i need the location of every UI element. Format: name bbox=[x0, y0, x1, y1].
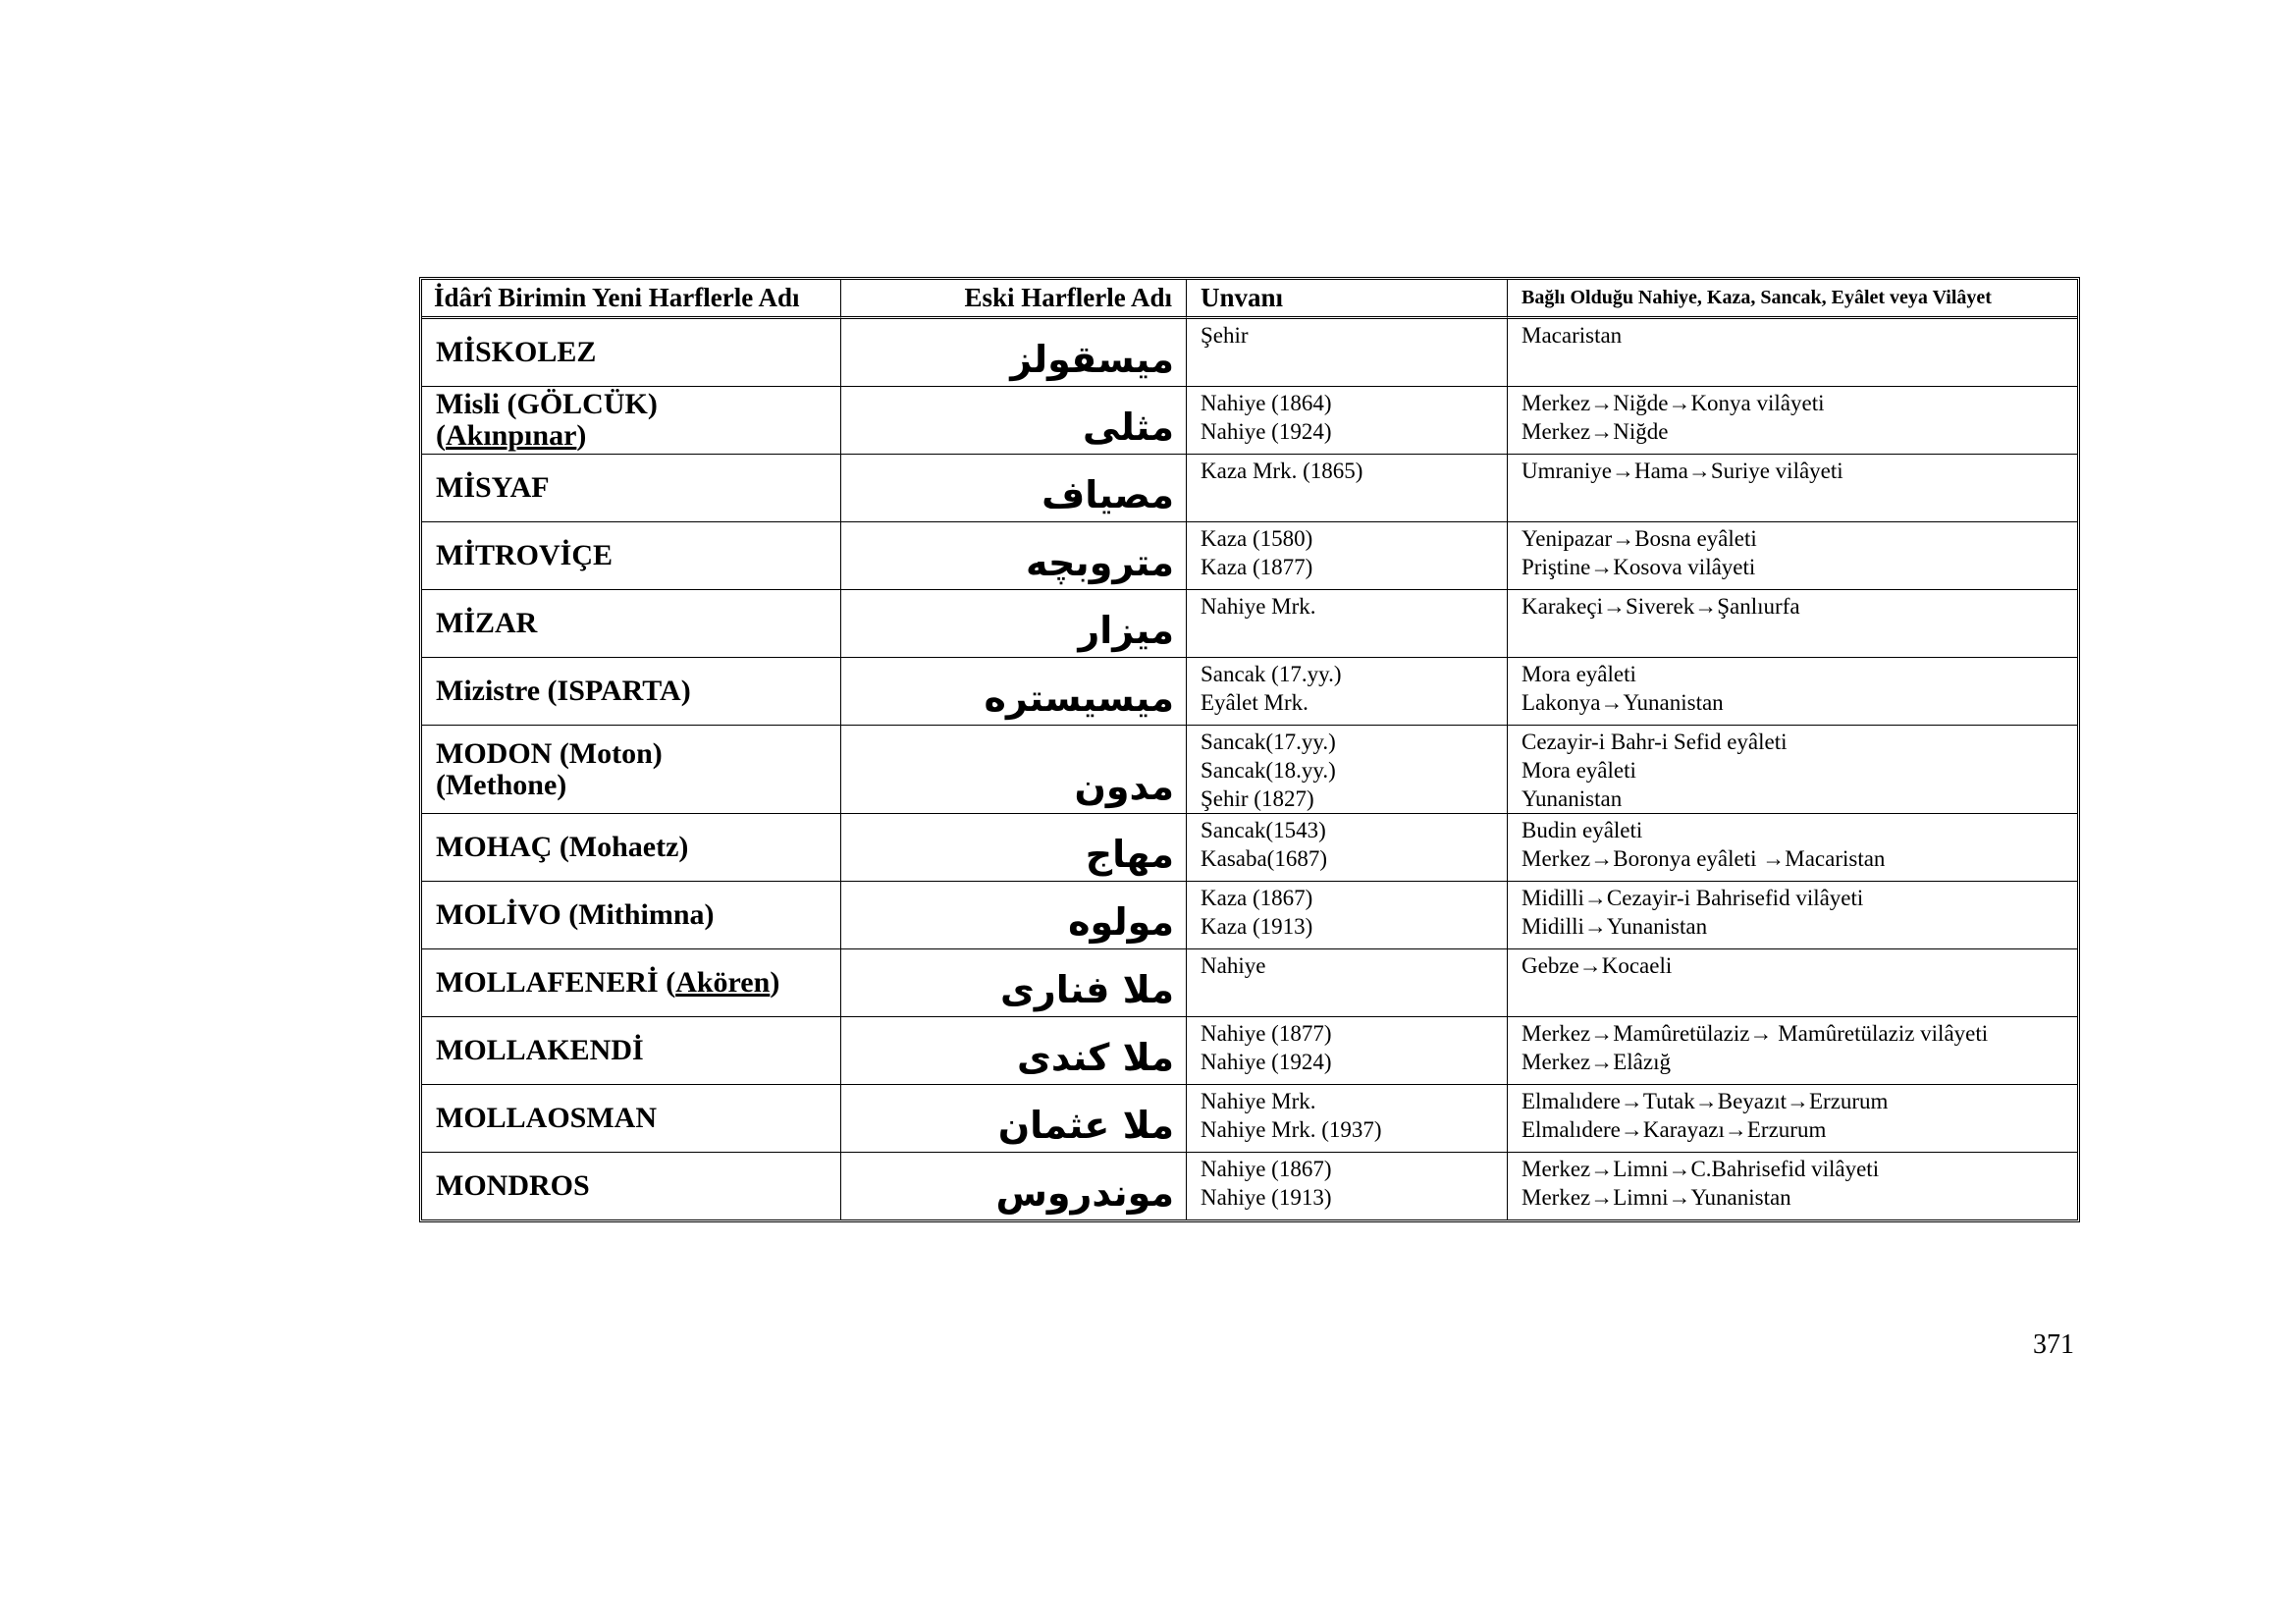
title-line: Şehir (1827) bbox=[1201, 786, 1314, 811]
table-row bbox=[422, 882, 2077, 949]
unit-name-note: (Akınpınar) bbox=[436, 419, 587, 452]
unit-name-cell bbox=[422, 1085, 841, 1153]
table-header-row bbox=[422, 280, 2077, 319]
table-row bbox=[422, 1085, 2077, 1153]
parent-line: Cezayir-i Bahr-i Sefid eyâleti bbox=[1522, 730, 1788, 754]
parent-line: Merkez→Mamûretülaziz→ Mamûretülaziz vilâyeti bbox=[1522, 1021, 1989, 1046]
old-name: ملا عثمان bbox=[997, 1104, 1174, 1147]
unit-name-cell bbox=[422, 814, 841, 882]
table-row bbox=[422, 658, 2077, 726]
unit-name-cell bbox=[422, 387, 841, 455]
parent-line: Lakonya→Yunanistan bbox=[1522, 690, 1724, 715]
parent-cell bbox=[1508, 882, 2077, 949]
unit-name-cell bbox=[422, 319, 841, 387]
parent-line: Yenipazar→Bosna eyâleti bbox=[1522, 526, 1757, 551]
unit-name: MOLLAOSMAN bbox=[436, 1102, 657, 1134]
parent-line: Midilli→Cezayir-i Bahrisefid vilâyeti bbox=[1522, 886, 1864, 910]
title-line: Şehir bbox=[1201, 323, 1249, 348]
parent-line: Mora eyâleti bbox=[1522, 758, 1636, 783]
old-name-cell bbox=[841, 1153, 1187, 1219]
old-name-cell bbox=[841, 1017, 1187, 1085]
title-line: Kasaba(1687) bbox=[1201, 846, 1328, 871]
header-new-name: İdârî Birimin Yeni Harflerle Adı bbox=[422, 280, 841, 319]
parent-line: Merkez→Niğde bbox=[1522, 419, 1669, 444]
unit-name-cell bbox=[422, 882, 841, 949]
old-name: میسیستره bbox=[984, 677, 1174, 720]
unit-name-cell bbox=[422, 949, 841, 1017]
parent-cell bbox=[1508, 814, 2077, 882]
parent-line: Macaristan bbox=[1522, 323, 1623, 348]
parent-line: Merkez→Limni→Yunanistan bbox=[1522, 1185, 1791, 1210]
parent-line: Mora eyâleti bbox=[1522, 662, 1636, 686]
title-cell bbox=[1187, 1153, 1508, 1219]
parent-cell bbox=[1508, 1153, 2077, 1219]
old-name-cell bbox=[841, 455, 1187, 522]
title-cell bbox=[1187, 814, 1508, 882]
table-row bbox=[422, 455, 2077, 522]
parent-line: Midilli→Yunanistan bbox=[1522, 914, 1708, 939]
old-name-cell bbox=[841, 726, 1187, 814]
title-cell bbox=[1187, 522, 1508, 590]
table-row bbox=[422, 1153, 2077, 1219]
parent-line: Merkez→Niğde→Konya vilâyeti bbox=[1522, 391, 1825, 415]
old-name-cell bbox=[841, 387, 1187, 455]
old-name: ملا كندی bbox=[1017, 1036, 1174, 1079]
unit-name-cell bbox=[422, 1017, 841, 1085]
unit-name: MOLİVO (Mithimna) bbox=[436, 898, 715, 931]
table-row bbox=[422, 387, 2077, 455]
unit-name-cell bbox=[422, 522, 841, 590]
old-name: مصیاف bbox=[1041, 473, 1174, 516]
parent-line: Karakeçi→Siverek→Şanlıurfa bbox=[1522, 594, 1800, 619]
title-line: Sancak(17.yy.) bbox=[1201, 730, 1336, 754]
parent-cell bbox=[1508, 726, 2077, 814]
title-cell bbox=[1187, 455, 1508, 522]
header-title: Unvanı bbox=[1187, 280, 1508, 319]
title-cell bbox=[1187, 387, 1508, 455]
parent-cell bbox=[1508, 1085, 2077, 1153]
unit-name: Misli (GÖLCÜK) bbox=[436, 388, 658, 420]
unit-name: MOLLAFENERİ bbox=[436, 966, 659, 999]
table-row bbox=[422, 949, 2077, 1017]
title-cell bbox=[1187, 658, 1508, 726]
parent-cell bbox=[1508, 949, 2077, 1017]
title-cell bbox=[1187, 726, 1508, 814]
table-row bbox=[422, 1017, 2077, 1085]
old-name: مهاج bbox=[1085, 833, 1174, 876]
unit-name: MOLLAKENDİ bbox=[436, 1034, 644, 1066]
title-line: Kaza (1913) bbox=[1201, 914, 1313, 939]
title-line: Nahiye (1924) bbox=[1201, 1050, 1332, 1074]
unit-name-cell bbox=[422, 726, 841, 814]
title-line: Sancak(1543) bbox=[1201, 818, 1326, 842]
unit-name: MOHAÇ (Mohaetz) bbox=[436, 831, 689, 863]
old-name: موندروس bbox=[995, 1171, 1174, 1215]
title-line: Kaza (1867) bbox=[1201, 886, 1313, 910]
unit-name: MİZAR bbox=[436, 607, 538, 639]
unit-name: Mizistre (ISPARTA) bbox=[436, 675, 691, 707]
old-name: مدون bbox=[1074, 765, 1174, 808]
title-line: Sancak(18.yy.) bbox=[1201, 758, 1336, 783]
old-name-cell bbox=[841, 1085, 1187, 1153]
table-row bbox=[422, 590, 2077, 658]
old-name-cell bbox=[841, 814, 1187, 882]
title-line: Nahiye (1877) bbox=[1201, 1021, 1332, 1046]
parent-line: Umraniye→Hama→Suriye vilâyeti bbox=[1522, 459, 1843, 483]
old-name-cell bbox=[841, 658, 1187, 726]
table-row bbox=[422, 319, 2077, 387]
title-line: Kaza (1877) bbox=[1201, 555, 1313, 579]
title-line: Kaza Mrk. (1865) bbox=[1201, 459, 1363, 483]
old-name-cell bbox=[841, 949, 1187, 1017]
unit-name: MİTROVİÇE bbox=[436, 539, 614, 571]
title-line: Sancak (17.yy.) bbox=[1201, 662, 1342, 686]
header-old-name: Eski Harflerle Adı bbox=[841, 280, 1187, 319]
unit-name-line2: (Methone) bbox=[436, 768, 567, 801]
parent-cell bbox=[1508, 387, 2077, 455]
title-cell bbox=[1187, 949, 1508, 1017]
table-row bbox=[422, 726, 2077, 814]
unit-name: MODON (Moton) bbox=[436, 736, 663, 770]
old-name-cell bbox=[841, 590, 1187, 658]
parent-cell bbox=[1508, 658, 2077, 726]
unit-name-note: (Akören) bbox=[666, 966, 780, 999]
parent-cell bbox=[1508, 319, 2077, 387]
parent-line: Merkez→Limni→C.Bahrisefid vilâyeti bbox=[1522, 1157, 1880, 1181]
parent-cell bbox=[1508, 522, 2077, 590]
title-line: Nahiye (1867) bbox=[1201, 1157, 1332, 1181]
parent-line: Priştine→Kosova vilâyeti bbox=[1522, 555, 1756, 579]
parent-cell bbox=[1508, 590, 2077, 658]
title-line: Nahiye Mrk. (1937) bbox=[1201, 1117, 1382, 1142]
parent-line: Yunanistan bbox=[1522, 786, 1623, 811]
header-parent: Bağlı Olduğu Nahiye, Kaza, Sancak, Eyâlet veya Vilâyet bbox=[1508, 280, 2077, 319]
old-name: مولوه bbox=[1068, 900, 1174, 944]
old-name: مثلی bbox=[1083, 406, 1174, 449]
parent-line: Merkez→Elâzığ bbox=[1522, 1050, 1671, 1074]
title-cell bbox=[1187, 1017, 1508, 1085]
parent-cell bbox=[1508, 455, 2077, 522]
title-line: Nahiye (1924) bbox=[1201, 419, 1332, 444]
old-name: میزار bbox=[1078, 609, 1174, 652]
parent-line: Elmalıdere→Tutak→Beyazıt→Erzurum bbox=[1522, 1089, 1889, 1113]
parent-line: Elmalıdere→Karayazı→Erzurum bbox=[1522, 1117, 1827, 1142]
unit-name-cell bbox=[422, 455, 841, 522]
unit-name-cell bbox=[422, 1153, 841, 1219]
old-name-cell bbox=[841, 319, 1187, 387]
old-name-cell bbox=[841, 522, 1187, 590]
unit-name-cell bbox=[422, 658, 841, 726]
table-row bbox=[422, 814, 2077, 882]
old-name: میسقولز bbox=[1010, 338, 1174, 381]
table-row bbox=[422, 522, 2077, 590]
parent-cell bbox=[1508, 1017, 2077, 1085]
title-line: Nahiye (1864) bbox=[1201, 391, 1332, 415]
title-cell bbox=[1187, 319, 1508, 387]
old-name: متروبچه bbox=[1026, 541, 1174, 584]
parent-line: Gebze→Kocaeli bbox=[1522, 953, 1673, 978]
page-number: 371 bbox=[2033, 1329, 2074, 1360]
title-line: Nahiye bbox=[1201, 953, 1266, 978]
title-line: Nahiye (1913) bbox=[1201, 1185, 1332, 1210]
unit-name-cell bbox=[422, 590, 841, 658]
old-name-cell bbox=[841, 882, 1187, 949]
title-cell bbox=[1187, 882, 1508, 949]
admin-units-table bbox=[419, 277, 2080, 1222]
old-name: ملا فناری bbox=[1000, 968, 1174, 1011]
title-line: Eyâlet Mrk. bbox=[1201, 690, 1308, 715]
title-cell bbox=[1187, 590, 1508, 658]
parent-line: Merkez→Boronya eyâleti →Macaristan bbox=[1522, 846, 1886, 871]
title-line: Nahiye Mrk. bbox=[1201, 1089, 1316, 1113]
unit-name-note-text: Akören bbox=[675, 966, 771, 999]
parent-line: Budin eyâleti bbox=[1522, 818, 1643, 842]
unit-name: MİSKOLEZ bbox=[436, 336, 597, 368]
title-cell bbox=[1187, 1085, 1508, 1153]
title-line: Nahiye Mrk. bbox=[1201, 594, 1316, 619]
unit-name: MONDROS bbox=[436, 1169, 590, 1202]
unit-name-note-text: Akınpınar bbox=[446, 419, 577, 452]
unit-name: MİSYAF bbox=[436, 471, 550, 504]
title-line: Kaza (1580) bbox=[1201, 526, 1313, 551]
